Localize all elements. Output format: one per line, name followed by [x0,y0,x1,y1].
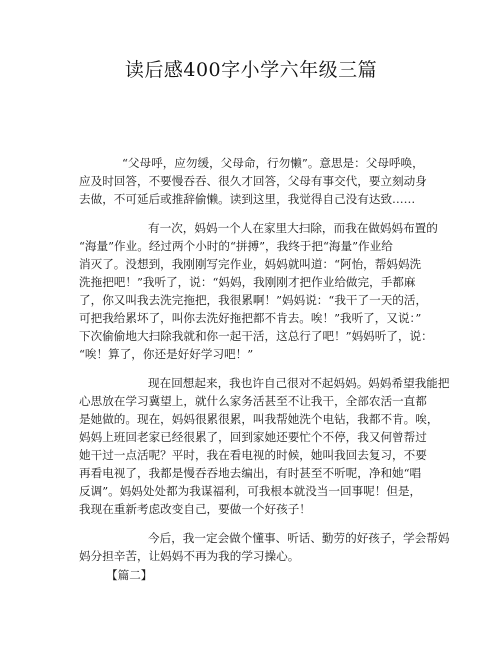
paragraph-2-line-2: “海量”作业。经过两个小时的“拼搏”，我终于把“海量”作业给 [79,239,393,253]
paragraph-2-line-1: 有一次，妈妈一个人在家里大扫除，而我在做妈妈布置的 [148,221,438,235]
paragraph-2-line-5: 了，你又叫我去洗完拖把，我很累啊！”妈妈说：“我干了一天的活， [79,293,428,307]
paragraph-3-line-2: 心思放在学习冀望上，就什么家务活甚至不让我干，全部农活一直都 [79,394,427,408]
paragraph-3-line-8: 我现在重新考虑改变自己，要做一个好孩子！ [79,502,311,516]
paragraph-4-line-1: 今后，我一定会做个懂事、听话、勤劳的好孩子，学会帮妈 [148,531,450,545]
paragraph-3-line-6: 再看电视了，我都是慢吞吞地去编出，有时甚至不听呢，净和她“唱 [79,466,422,480]
paragraph-2-line-8: “唉！算了，你还是好好学习吧！” [79,347,254,361]
paragraph-3-line-4: 妈妈上班回老家已经很累了，回到家她还要忙个不停，我又何曾帮过 [79,430,427,444]
paragraph-1-line-3: 去做，不可延后或推辞偷懒。读到这里，我觉得自己没有达致…… [79,192,416,206]
paragraph-3-line-3: 是她做的。现在，妈妈很累很累，叫我帮她洗个电钻，我都不肯。唉， [79,412,439,426]
paragraph-3-line-5: 她干过一点活呢？平时，我在看电视的时候，她叫我回去复习，不要 [79,448,427,462]
paragraph-2-line-7: 下次偷偷地大扫除我就和你一起干活，这总行了吧！”妈妈听了，说： [79,329,433,343]
paragraph-1-line-2: 应及时回答，不要慢吞吞、很久才回答，父母有事交代，要立刻动身 [79,174,427,188]
paragraph-4-line-2: 妈分担辛苦，让妈妈不再为我的学习操心。 [79,549,300,563]
paragraph-3-line-1: 现在回想起来，我也许自己很对不起妈妈。妈妈希望我能把 [148,376,450,390]
paragraph-2-line-4: 洗拖把吧！”我听了，说：“妈妈，我刚刚才把作业给做完，手都麻 [79,275,416,289]
paragraph-2-line-3: 消灭了。没想到，我刚刚写完作业，妈妈就叫道：“阿怡，帮妈妈洗 [79,257,422,271]
section-label: 【篇二】 [106,568,153,582]
paragraph-3-line-7: 反调”。妈妈处处都为我谋福利，可我根本就没当一回事呢！但是， [79,484,422,498]
paragraph-1-line-1: “父母呼，应勿缓，父母命，行勿懒”。意思是：父母呼唤， [122,156,424,170]
paragraph-2-line-6: 可把我给累坏了，叫你去洗好拖把都不肯去。唉！”我听了，又说：” [79,311,422,325]
document-title: 读后感400字小学六年级三篇 [124,59,378,81]
